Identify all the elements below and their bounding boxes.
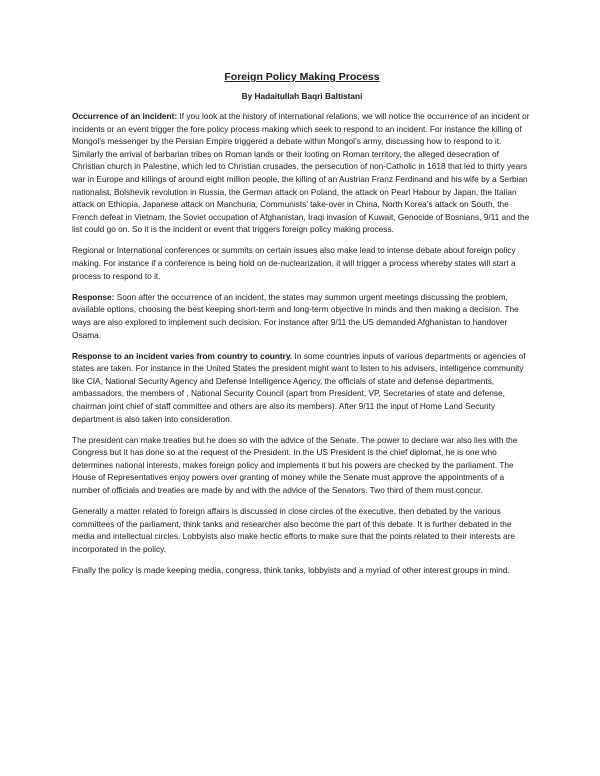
paragraph-text: Regional or International conferences or summits on certain issues also make lead to intense debate about foreign policy making. For instance if a conference is being hold on de-nuclearization, it will trigger a process whereby states will start a process to respond to it. (72, 245, 516, 281)
paragraph-text: If you look at the history of international relations, we will notice the occurrence of an incident or incidents or an event trigger the fore policy process making which seek to respond to an incident. For instance the killing of Mongol’s messenger by the Persian Empire triggered a debate within Mongol’s army, discussing how to respond to it. Similarly the arrival of barbarian tribes on Roman lands or their looting on Roman territory, the alleged desecration of Christian church in Palestine, which led to Christian crusades, the persecution of non-Catholic in 1618 that led to thirty years war in Europe and killings of around eight million people, the killing of an Austrian Franz Ferdinand and his wife by a Serbian nationalist, Bolshevik revolution in Russia, the German attack on Poland, the attack on Pearl Habour by Japan, the Italian attack on Ethiopia, Japanese attack on Manchuria, Communists’ take-over in China, North Korea’s attack on South, the French defeat in Vietnam, the Soviet occupation of Afghanistan, Iraqi invasion of Kuwait, Genocide of Bosnians, 9/11 and the list could go on. So it is the incident or event that triggers foreign policy making process. (72, 111, 530, 235)
paragraph-text: In some countries inputs of various departments or agencies of states are taken. For instance in the United States the president might want to listen to his advisers, intelligence community like CIA, National Security Agency and Defense Intelligence Agency, the officials of state and defense departments, ambassadors, the members of , National Security Council (apart from President, VP, Secretaries of state and defense, chairman joint chief of staff committee and others are also its members). After 9/11 the input of Home Land Security department is also taken into consideration. (72, 350, 526, 424)
document-title: Foreign Policy Making Process (224, 71, 380, 83)
paragraph-lead: Occurrence of an incident: (72, 111, 178, 121)
paragraph-response-varies (72, 350, 532, 426)
paragraph-text: Generally a matter related to foreign affairs is discussed in close circles of the executive, then debated by the various committees of the parliament, think tanks and researcher also become the part of this debate. It is further debated in the media and intellectual circles. Lobbyists also make hectic efforts to make sure that the points related to their interests are incorporated in the policy. (72, 506, 516, 554)
document-body (72, 70, 532, 585)
paragraph-text: The president can make treaties but he does so with the advice of the Senate. The power to declare war also lies with the Congress but it has done so at the request of the President. In the US President is the chief diplomat, he is one who determines national interests, makes foreign policy and implements it but his powers are checked by the parliament. The House of Representatives enjoy powers over granting of money while the Senate must approve the appointments of a number of officials and treaties are made by and with the advice of the Senators. Two third of them must concur. (72, 434, 518, 496)
paragraph-lead: Response: (72, 291, 115, 302)
paragraph-conclusion (72, 564, 532, 577)
paragraph-text: Soon after the occurrence of an incident, the states may summon urgent meetings discussing the problem, available options, choosing the best keeping short-term and long-term objective in minds and then making a decision. The ways are also explored to implement such decision. For instance after 9/11 the US demanded Afghanistan to handover Osama. (72, 291, 519, 340)
paragraph-conferences (72, 244, 532, 282)
paragraph-occurrence (72, 110, 532, 236)
paragraph-lead: Response to an incident varies from country to country. (72, 350, 293, 361)
paragraph-debate-process (72, 505, 532, 555)
paragraph-president-powers (72, 434, 532, 497)
document-author: By Hadaitullah Baqri Baltistani (241, 91, 363, 101)
paragraph-text: Finally the policy is made keeping media, congress, think tanks, lobbyists and a myriad of other interest groups in mind. (72, 565, 510, 575)
paragraph-response (72, 291, 532, 341)
